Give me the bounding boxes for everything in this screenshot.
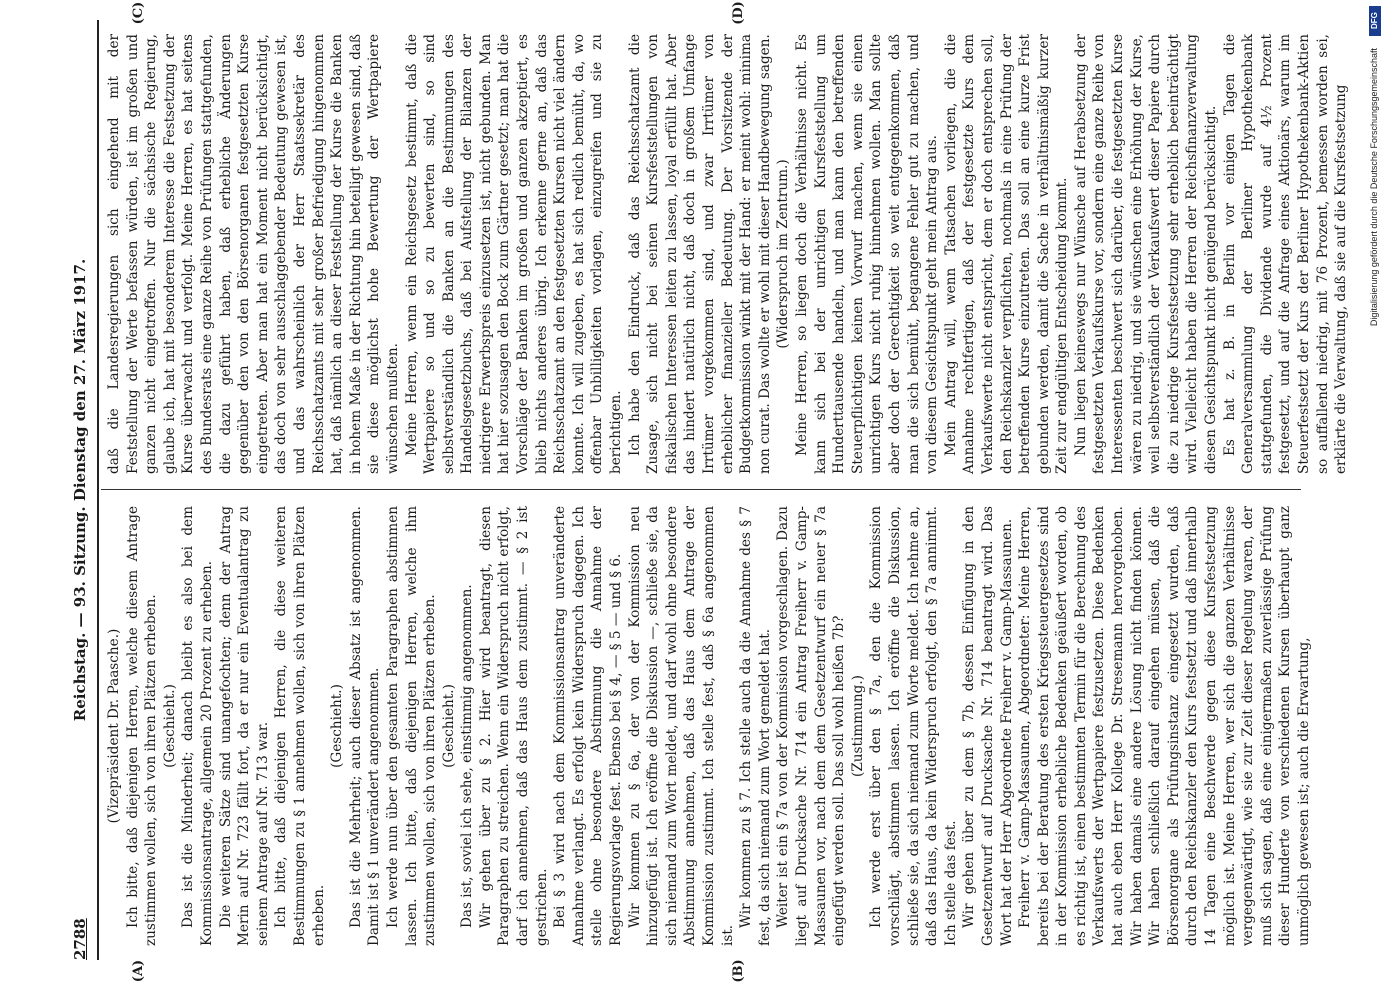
paragraph: Das ist die Mehrheit; auch dieser Absatz ist angenommen. Damit ist § 1 unverändert angenommen.: [347, 506, 383, 946]
paragraph: (Widerspruch im Zentrum.): [775, 159, 792, 349]
paragraph: Freiherr v. Gamp-Massaunen, Abgeordneter: Meine Herren, bereits bei der Beratung des ersten Kriegssteuergesetzes sind in der Kommission erhebliche Bedenken geäußert worden, ob es richtig ist, einen bestimmten Termin für die Berechnung des Verkaufswerts der Wertpapiere festzusetzen. Diese Bedenken hat auch eben Herr Kollege Dr. Stresemann hervorgehoben. Wir haben damals eine andere Lösung nicht finden können. Wir haben schließlich darauf eingehen müssen, daß die Börsenorgane als Prüfungsinstanz eingesetzt wurden, daß durch den Reichskanzler den Kurs festsetzt und daß innerhalb 14 Tagen eine Beschwerde gegen diese Kursfestsetzung möglich ist. Meine Herren, wer sich die ganzen Verhältnisse vergegenwärtigt, wie sie zur Zeit dieser Regelung waren, der muß sich sagen, daß eine einigermaßen zuverlässige Prüfung dieser Hunderte von verschiedenen Kursen überhaupt ganz unmöglich gewesen ist; auch die Erwartung,: [1017, 506, 1312, 946]
paragraph: Ich habe den Eindruck, daß das Reichsschatzamt die Zusage, sich nicht bei seinen Kursfeststellungen von fiskalischen Interessen leiten zu lassen, loyal erfüllt hat. Aber das hindert natürlich nicht, daß doch in großem Umfange Irrtümer vorgekommen sind, und zwar Irrtümer von erheblicher finanzieller Bedeutung. Der Vorsitzende der Budgetkommission winkt mit der Hand: er meint wohl: minima non curat. Das wollte er wohl mit dieser Handbewegung sagen.: [626, 34, 773, 474]
paragraph: Wir gehen über zu § 2. Hier wird beantragt, diesen Paragraphen zu streichen. Wenn ein Widerspruch nicht erfolgt, darf ich annehmen, daß das Haus dem zustimmt. — § 2 ist gestrichen.: [477, 506, 550, 946]
paragraph: Ich bitte, daß diejenigen Herren, welche diesem Antrage zustimmen wollen, sich von ihren Plätzen erheben.: [124, 506, 160, 946]
paragraph: Bei § 3 wird nach dem Kommissionsantrag unveränderte Annahme verlangt. Es erfolgt kein Widerspruch dagegen. Ich stelle ohne besondere Abstimmung die Annahme der Regierungsvorlage fest. Ebenso bei § 4, — § 5 — und § 6.: [552, 506, 625, 946]
paragraph: Das ist, soviel ich sehe, einstimmig angenommen.: [459, 584, 476, 928]
page-number: 2788: [71, 918, 89, 960]
page-title: Reichstag. — 93. Sitzung. Dienstag den 27. März 1917.: [71, 258, 89, 722]
paragraph: (Zustimmung.): [849, 675, 866, 777]
paragraph: (Geschieht.): [329, 684, 346, 768]
column-divider: [101, 489, 1301, 490]
paragraph: Wir gehen über zu dem § 7b, dessen Einfügung in den Gesetzentwurf auf Drucksache Nr. 714 beantragt wird. Das Wort hat der Herr Abgeordnete Freiherr v. Gamp-Massaunen.: [961, 506, 1015, 946]
paragraph: Meine Herren, wenn ein Reichsgesetz bestimmt, daß die Wertpapiere so und so zu bewerten sind, so sind selbstverständlich die Banken an die Bestimmungen des Handelsgesetzbuchs, daß bei Aufstellung der Bilanzen der niedrigere Erwerbspreis einzusetzen ist, nicht gebunden. Man hat hier sozusagen den Bock zum Gärtner gesetzt; man hat die Vorschläge der Banken im großen und ganzen akzeptiert, es blieb nichts anderes übrig. Ich erkenne gerne an, daß das Reichsschatzamt an den festgesetzten Kursen nicht viel ändern konnte. Ich will zugeben, es hat sich redlich bemüht, da, wo offenbar Unbilligkeiten vorlagen, einzugreifen und sie zu berichtigen.: [403, 34, 625, 474]
paragraph: Ich bitte, daß diejenigen Herren, die diese weiteren Bestimmungen zu § 1 annehmen wollen, sich von ihren Plätzen erheben.: [273, 506, 327, 946]
margin-marker-a: (A): [131, 959, 146, 983]
paragraph: Ich werde erst über den § 7a, den die Kommission vorschlägt, abstimmen lassen. Ich eröffne die Diskussion, schließe sie, da sich niemand zum Worte meldet. Ich nehme an, daß das Haus, da kein Widerspruch erfolgt, den § 7a annimmt. Ich stelle das fest.: [868, 506, 959, 946]
right-column: [105, 34, 1350, 474]
paragraph: Mein Antrag will, wenn Tatsachen vorliegen, die die Annahme rechtfertigen, daß der festgesetzte Kurs dem Verkaufswerte nicht entspricht, dem er doch entsprechen soll, den Reichskanzler verpflichten, nochmals in eine Prüfung der betreffenden Kurse einzutreten. Das soll an eine kurze Frist gebunden werden, damit die Sache in verhältnismäßig kurzer Zeit zur endgültigen Entscheidung kommt.: [942, 34, 1071, 474]
margin-marker-c: (C): [131, 1, 146, 25]
margin-marker-b: (B): [731, 959, 746, 983]
margin-marker-d: (D): [731, 1, 746, 25]
paragraph: Weiter ist ein § 7a von der Kommission vorgeschlagen. Dazu liegt auf Drucksache Nr. 714 ein Antrag Freiherr v. Gamp-Massaunen vor, nach dem dem Gesetzentwurf ein neuer § 7a eingefügt werden soll. Das soll wohl heißen 7b?: [775, 506, 848, 946]
page-header: [71, 20, 93, 960]
left-column: [105, 506, 1312, 946]
paragraph: Meine Herren, so liegen doch die Verhältnisse nicht. Es kann sich bei der unrichtigen Kursfeststellung um Hunderttausende handeln, und man kann den betreffenden Steuerpflichtigen keinen Vorwurf machen, wenn sie einen unrichtigen Kurs nicht ruhig hinnehmen wollen. Man sollte aber doch der Gerechtigkeit so weit entgegenkommen, daß man die sich bemüht, begangene Fehler gut zu machen, und von diesem Gesichtspunkt geht mein Antrag aus.: [793, 34, 941, 474]
digitization-note: Digitalisierung gefördert durch die Deutsche Forschungsgemeinschaft: [1369, 48, 1379, 327]
header-rule: [97, 20, 99, 960]
paragraph: Ich werde nun über den gesamten Paragraphen abstimmen lassen. Ich bitte, daß diejenigen Herren, welche ihm zustimmen wollen, sich von ihren Plätzen erheben.: [384, 506, 439, 946]
paragraph: Das ist die Minderheit; danach bleibt es also bei dem Kommissionsantrage, allgemein 20 Prozent zu erheben.: [180, 506, 215, 946]
paragraph: (Geschieht.): [440, 684, 457, 768]
paragraph: Es hat z. B. in Berlin vor einigen Tagen die Generalversammlung der Berliner Hypothekenbank stattgefunden, die Dividende wurde auf 4½ Prozent festgesetzt, und auf die Anfrage eines Aktionärs, warum im Steuerfestsetzt der Kurs der Berliner Hypothekenbank-Aktien so auffallend niedrig, mit 76 Prozent, bemessen worden sei, erklärte die Verwaltung, daß sie auf die Kursfestsetzung: [1221, 34, 1350, 474]
paragraph: daß die Landesregierungen sich eingehend mit der Feststellung der Werte befassen würden, ist im großen und ganzen nicht eingetroffen. Nur die sächsische Regierung, glaube ich, hat mit besonderem Interesse die Festsetzung der Kurse überwacht und verfolgt. Meine Herren, es hat seitens des Bundesrats eine ganze Reihe von Prüfungen stattgefunden, die dazu geführt haben, daß erhebliche Änderungen gegenüber den von den Börsenorganen festgesetzten Kurse eingetreten. Aber man hat ein Moment nicht berücksichtigt, das doch von sehr ausschlaggebender Bedeutung gewesen ist, und das wahrscheinlich der Herr Staatssekretär des Reichsschatzamts mit sehr großer Befriedigung hingenommen hat, daß nämlich an dieser Feststellung der Kurse die Banken in hohem Maße in der Richtung hin beteiligt gewesen sind, daß sie diese möglichst hohe Bewertung der Wertpapiere wünschen mußten.: [106, 34, 401, 474]
paragraph: Wir kommen zu § 7. Ich stelle auch da die Annahme des § 7 fest, da sich niemand zum Wort gemeldet hat.: [738, 506, 773, 946]
paragraph: (Vizepräsident Dr. Paasche.): [106, 628, 122, 824]
paragraph: Nun liegen keineswegs nur Wünsche auf Herabsetzung der festgesetzten Verkaufskurse vor, sondern eine ganze Reihe von Interessenten beschwert sich darüber, die festgesetzten Kurse wären zu niedrig, und sie wünschen eine Erhöhung der Kurse, weil selbstverständlich der Verkaufswert dieser Papiere durch die zu niedrige Kursfestsetzung sehr erheblich beeinträchtigt wird. Vielleicht haben die Herren der Reichsfinanzverwaltung diesen Gesichtspunkt nicht genügend berücksichtigt.: [1072, 34, 1220, 474]
paragraph: Wir kommen zu § 6a, der von der Kommission neu hinzugefügt ist. Ich eröffne die Diskussion —, schließe sie, da sich niemand zum Wort meldet, und darf wohl ohne besondere Abstimmung annehmen, daß das Haus dem Antrage der Kommission zustimmt. Ich stelle fest, daß § 6a angenommen ist.: [626, 506, 736, 946]
document-page: [71, 1, 1350, 983]
dfg-logo-badge: DFG: [1369, 6, 1381, 36]
paragraph: Die weiteren Sätze sind unangefochten; denn der Antrag Merin auf Nr. 723 fällt fort, da er nur ein Eventualantrag zu seinem Antrage auf Nr. 713 war.: [217, 506, 271, 946]
paragraph: (Geschieht.): [161, 684, 178, 768]
